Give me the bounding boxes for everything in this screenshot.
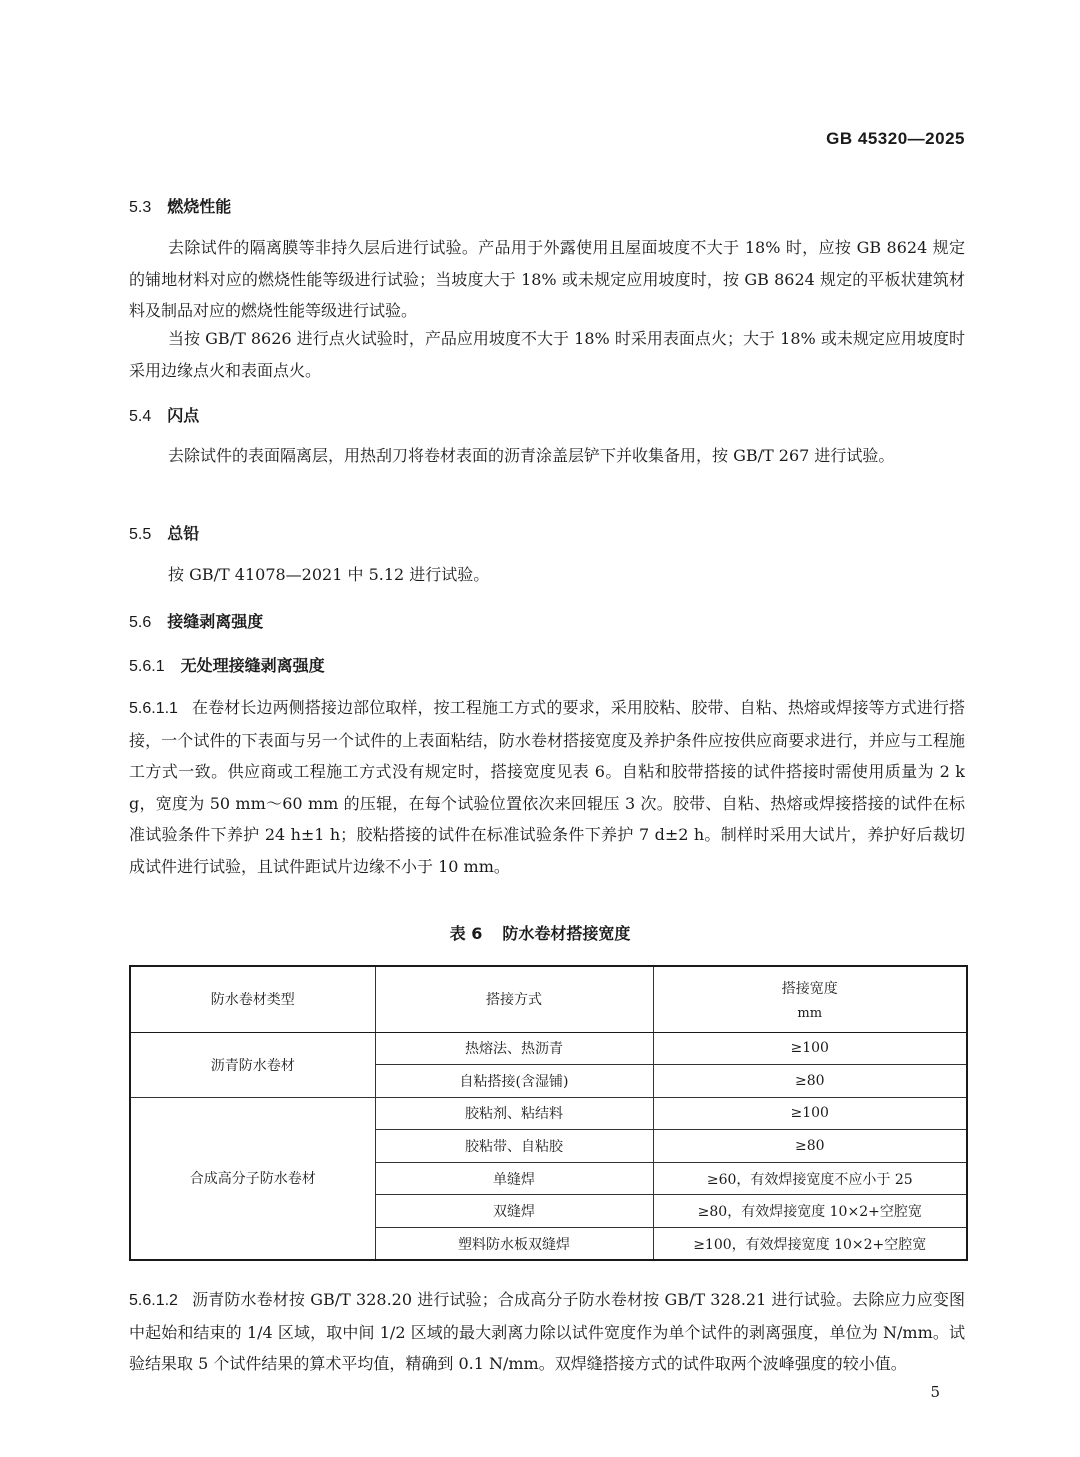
lap-method-cell: 双缝焊	[375, 1195, 653, 1228]
header-unit: mm	[797, 1005, 823, 1021]
section-title: 无处理接缝剥离强度	[180, 656, 325, 675]
section-heading-5-5	[129, 521, 199, 544]
page-number: 5	[930, 1383, 940, 1401]
section-heading-5-6-1	[129, 653, 325, 676]
lap-method-cell: 胶粘带、自粘胶	[375, 1130, 653, 1163]
lap-width-cell: ≥100，有效焊接宽度 10×2+空腔宽	[653, 1228, 967, 1261]
section-heading-5-4	[129, 403, 199, 426]
section-number: 5.6.1	[129, 658, 165, 675]
membrane-type-cell: 合成高分子防水卷材	[130, 1097, 375, 1260]
clause-number: 5.6.1.1	[129, 700, 178, 717]
section-number: 5.3	[129, 199, 152, 216]
section-title: 闪点	[167, 406, 200, 425]
lap-method-cell: 胶粘剂、粘结料	[375, 1097, 653, 1130]
paragraph-5-6-1-2	[129, 1284, 965, 1380]
lap-method-cell: 热熔法、热沥青	[375, 1032, 653, 1065]
lap-width-cell: ≥100	[653, 1097, 967, 1130]
section-title: 总铅	[167, 524, 200, 543]
section-heading-5-3	[129, 194, 231, 217]
lap-width-cell: ≥80，有效焊接宽度 10×2+空腔宽	[653, 1195, 967, 1228]
lap-width-cell: ≥80	[653, 1130, 967, 1163]
header-membrane-type: 防水卷材类型	[130, 966, 375, 1032]
section-number: 5.6	[129, 614, 152, 631]
paragraph-5-4-1: 去除试件的表面隔离层，用热刮刀将卷材表面的沥青涂盖层铲下并收集备用，按 GB/T 267 进行试验。	[168, 446, 895, 465]
table-title: 防水卷材搭接宽度	[502, 924, 631, 943]
section-title: 燃烧性能	[167, 197, 232, 216]
paragraph-5-6-1-1	[129, 692, 965, 882]
section-title: 接缝剥离强度	[167, 612, 264, 631]
paragraph-5-3-1: 去除试件的隔离膜等非持久层后进行试验。产品用于外露使用且屋面坡度不大于 18% 时，应按 GB 8624 规定的铺地材料对应的燃烧性能等级进行试验；当坡度大于 18% 或未规定应用坡度时，按 GB 8624 规定的平板状建筑材料及制品对应的燃烧性能等级进行试验。	[129, 238, 965, 320]
document-code: GB 45320—2025	[826, 129, 965, 148]
clause-text: 沥青防水卷材按 GB/T 328.20 进行试验；合成高分子防水卷材按 GB/T 328.21 进行试验。去除应力应变图中起始和结束的 1/4 区域，取中间 1/2 区域的最大剥离力除以试件宽度作为单个试件的剥离强度，单位为 N/mm。试验结果取 5 个试件结果的算术平均值，精确到 0.1 N/mm。双焊缝搭接方式的试件取两个波峰强度的较小值。	[129, 1290, 965, 1373]
paragraph-5-5-1: 按 GB/T 41078—2021 中 5.12 进行试验。	[168, 565, 490, 584]
lap-method-cell: 塑料防水板双缝焊	[375, 1228, 653, 1261]
table-caption	[0, 921, 1080, 944]
header-lap-width	[653, 966, 967, 1032]
clause-text: 在卷材长边两侧搭接边部位取样，按工程施工方式的要求，采用胶粘、胶带、自粘、热熔或焊接等方式进行搭接，一个试件的下表面与另一个试件的上表面粘结，防水卷材搭接宽度及养护条件应按供应商要求进行，并应与工程施工方式一致。供应商或工程施工方式没有规定时，搭接宽度见表 6。自粘和胶带搭接的试件搭接时需使用质量为 2 kg，宽度为 50 mm～60 mm 的压辊，在每个试验位置依次来回辊压 3 次。胶带、自粘、热熔或焊接搭接的试件在标准试验条件下养护 24 h±1 h；胶粘搭接的试件在标准试验条件下养护 7 d±2 h。制样时采用大试片，养护好后裁切成试件进行试验，且试件距试片边缘不小于 10 mm。	[129, 698, 965, 876]
section-heading-5-6	[129, 609, 263, 632]
header-lap-method: 搭接方式	[375, 966, 653, 1032]
header-lap-width-label: 搭接宽度	[781, 980, 838, 997]
section-number: 5.4	[129, 408, 152, 425]
membrane-type-cell: 沥青防水卷材	[130, 1032, 375, 1097]
table-row	[130, 1032, 967, 1065]
lap-width-cell: ≥100	[653, 1032, 967, 1065]
table-header-row	[130, 966, 967, 1032]
lap-width-cell: ≥80	[653, 1065, 967, 1098]
lap-width-table	[129, 965, 968, 1261]
lap-method-cell: 自粘搭接(含湿铺)	[375, 1065, 653, 1098]
clause-number: 5.6.1.2	[129, 1292, 178, 1309]
section-number: 5.5	[129, 526, 152, 543]
table-number: 表 6	[449, 924, 483, 943]
table-row	[130, 1097, 967, 1130]
lap-width-cell: ≥60，有效焊接宽度不应小于 25	[653, 1162, 967, 1195]
lap-method-cell: 单缝焊	[375, 1162, 653, 1195]
paragraph-5-3-2: 当按 GB/T 8626 进行点火试验时，产品应用坡度不大于 18% 时采用表面点火；大于 18% 或未规定应用坡度时采用边缘点火和表面点火。	[129, 329, 965, 380]
